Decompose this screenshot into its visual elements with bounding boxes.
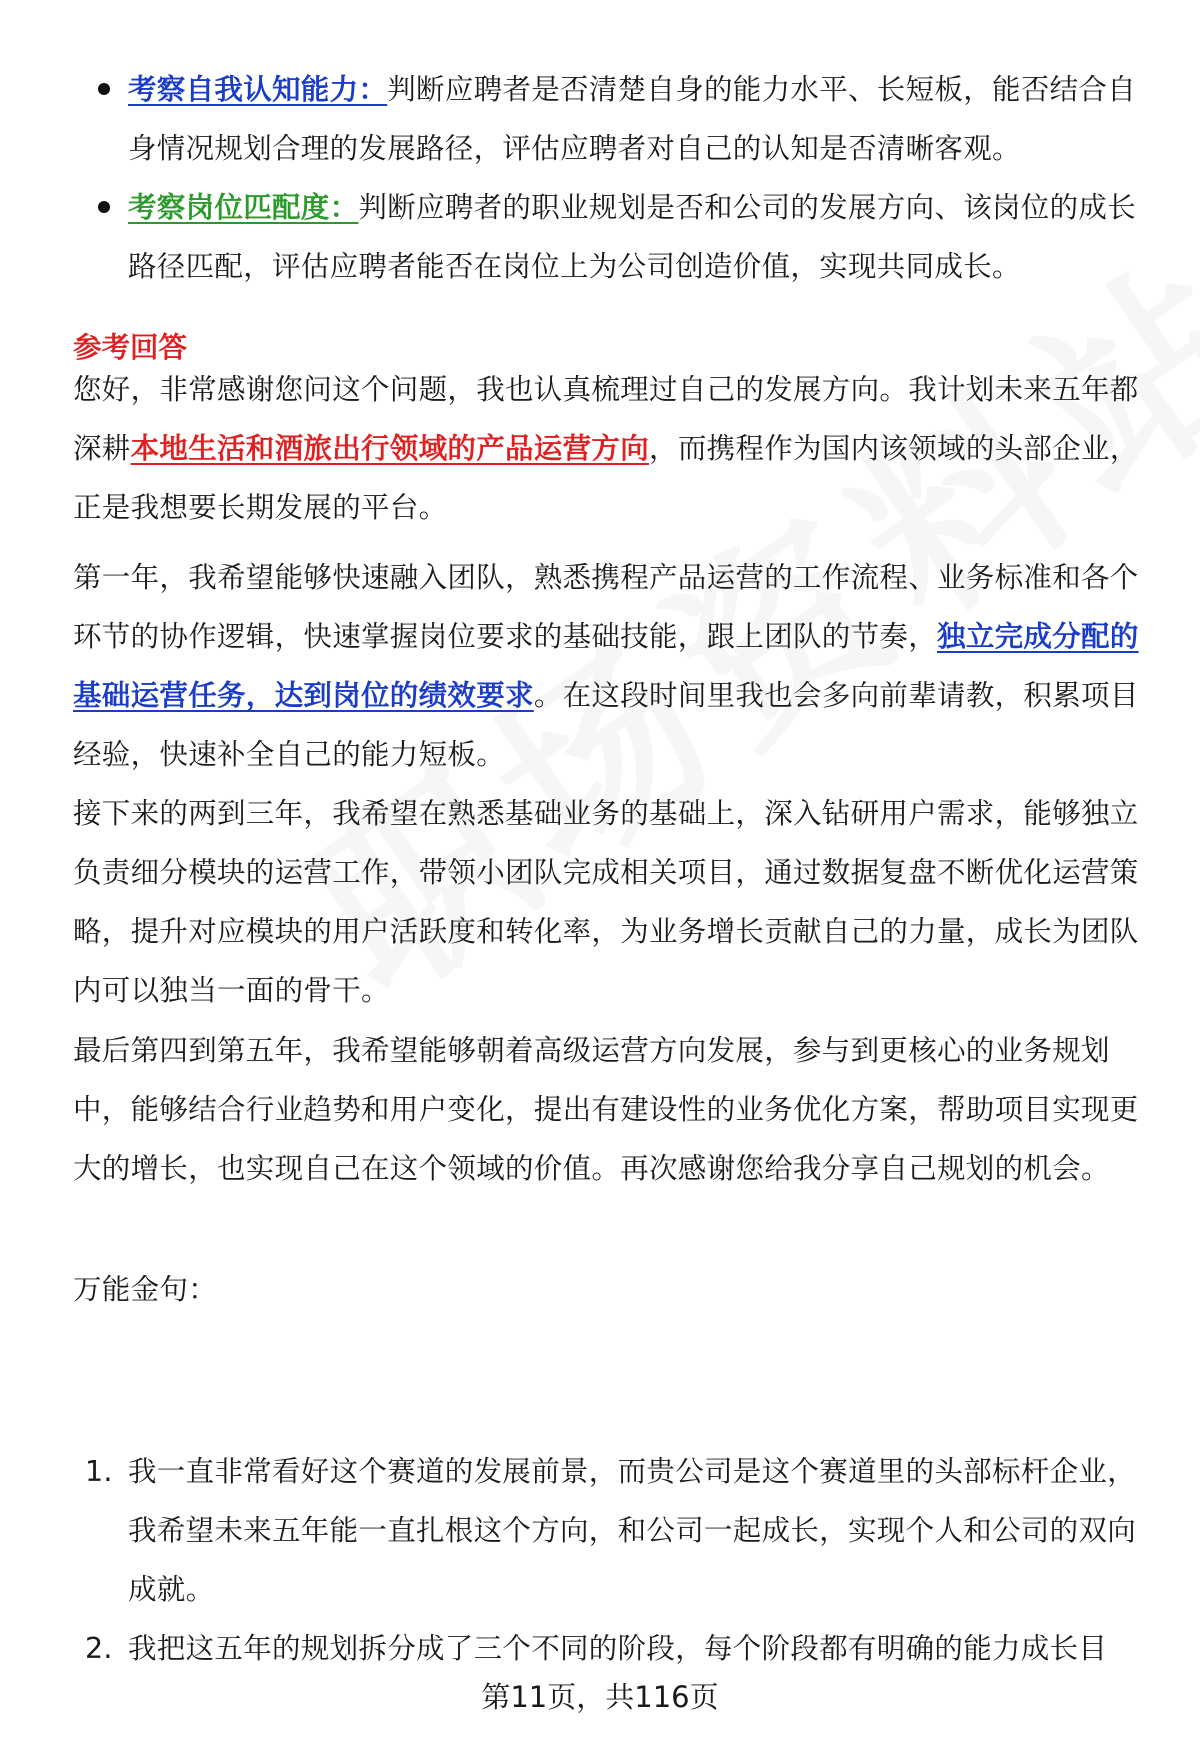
intro-highlight: 本地生活和酒旅出行领域的产品运营方向 <box>130 432 650 465</box>
golden-sentence-item <box>73 1442 1148 1619</box>
bullet-dot-icon <box>98 83 110 95</box>
list-number: 1. <box>85 1455 113 1488</box>
page-number-footer: 第11页，共116页 <box>481 1680 719 1714</box>
bullet-item-self-awareness <box>73 60 1148 178</box>
year-one-text-before: 第一年，我希望能够快速融入团队，熟悉携程产品运营的工作流程、业务标准和各个环节的协作逻辑，快速掌握岗位要求的基础技能，跟上团队的节奏， <box>73 561 1139 653</box>
bullet-label: 考察岗位匹配度： <box>128 191 359 224</box>
bullet-text: 判断应聘者的职业规划是否和公司的发展方向、该岗位的成长路径匹配，评估应聘者能否在岗位上为公司创造价值，实现共同成长。 <box>128 191 1137 283</box>
list-number: 2. <box>85 1632 113 1665</box>
bullet-dot-icon <box>98 201 110 213</box>
year-one-text-after: 。在这段时间里我也会多向前辈请教，积累项目经验，快速补全自己的能力短板。 <box>73 679 1139 771</box>
bullet-label: 考察自我认知能力： <box>128 73 388 106</box>
reference-answer-heading: 参考回答 <box>73 331 188 364</box>
bullet-text: 判断应聘者是否清楚自身的能力水平、长短板，能否结合自身情况规划合理的发展路径，评估应聘者对自己的认知是否清晰客观。 <box>128 73 1137 165</box>
golden-sentence-text: 我一直非常看好这个赛道的发展前景，而贵公司是这个赛道里的头部标杆企业，我希望未来五年能一直扎根这个方向，和公司一起成长，实现个人和公司的双向成就。 <box>128 1455 1137 1606</box>
intro-text-before: 您好，非常感谢您问这个问题，我也认真梳理过自己的发展方向。我计划未来五年都深耕 <box>73 373 1139 465</box>
bullet-item-position-fit <box>73 178 1148 296</box>
golden-sentences-heading: 万能金句： <box>73 1273 218 1306</box>
golden-sentence-text: 我把这五年的规划拆分成了三个不同的阶段，每个阶段都有明确的能力成长目 <box>128 1632 1108 1665</box>
year-two-three-paragraph: 接下来的两到三年，我希望在熟悉基础业务的基础上，深入钻研用户需求，能够独立负责细分模块的运营工作，带领小团队完成相关项目，通过数据复盘不断优化运营策略，提升对应模块的用户活跃度和转化率，为业务增长贡献自己的力量，成长为团队内可以独当一面的骨干。 <box>73 797 1139 1007</box>
assessment-bullet-list <box>73 60 1148 296</box>
golden-sentences-list <box>73 1442 1148 1678</box>
year-one-paragraph <box>73 548 1148 784</box>
year-four-five-paragraph: 最后第四到第五年，我希望能够朝着高级运营方向发展，参与到更核心的业务规划中，能够结合行业趋势和用户变化，提出有建设性的业务优化方案，帮助项目实现更大的增长，也实现自己在这个领域的价值。再次感谢您给我分享自己规划的机会。 <box>73 1034 1139 1185</box>
year-one-highlight: 独立完成分配的基础运营任务，达到岗位的绩效要求 <box>73 620 1139 712</box>
intro-paragraph <box>73 360 1148 537</box>
intro-text-after: ，而携程作为国内该领域的头部企业，正是我想要长期发展的平台。 <box>73 432 1139 524</box>
